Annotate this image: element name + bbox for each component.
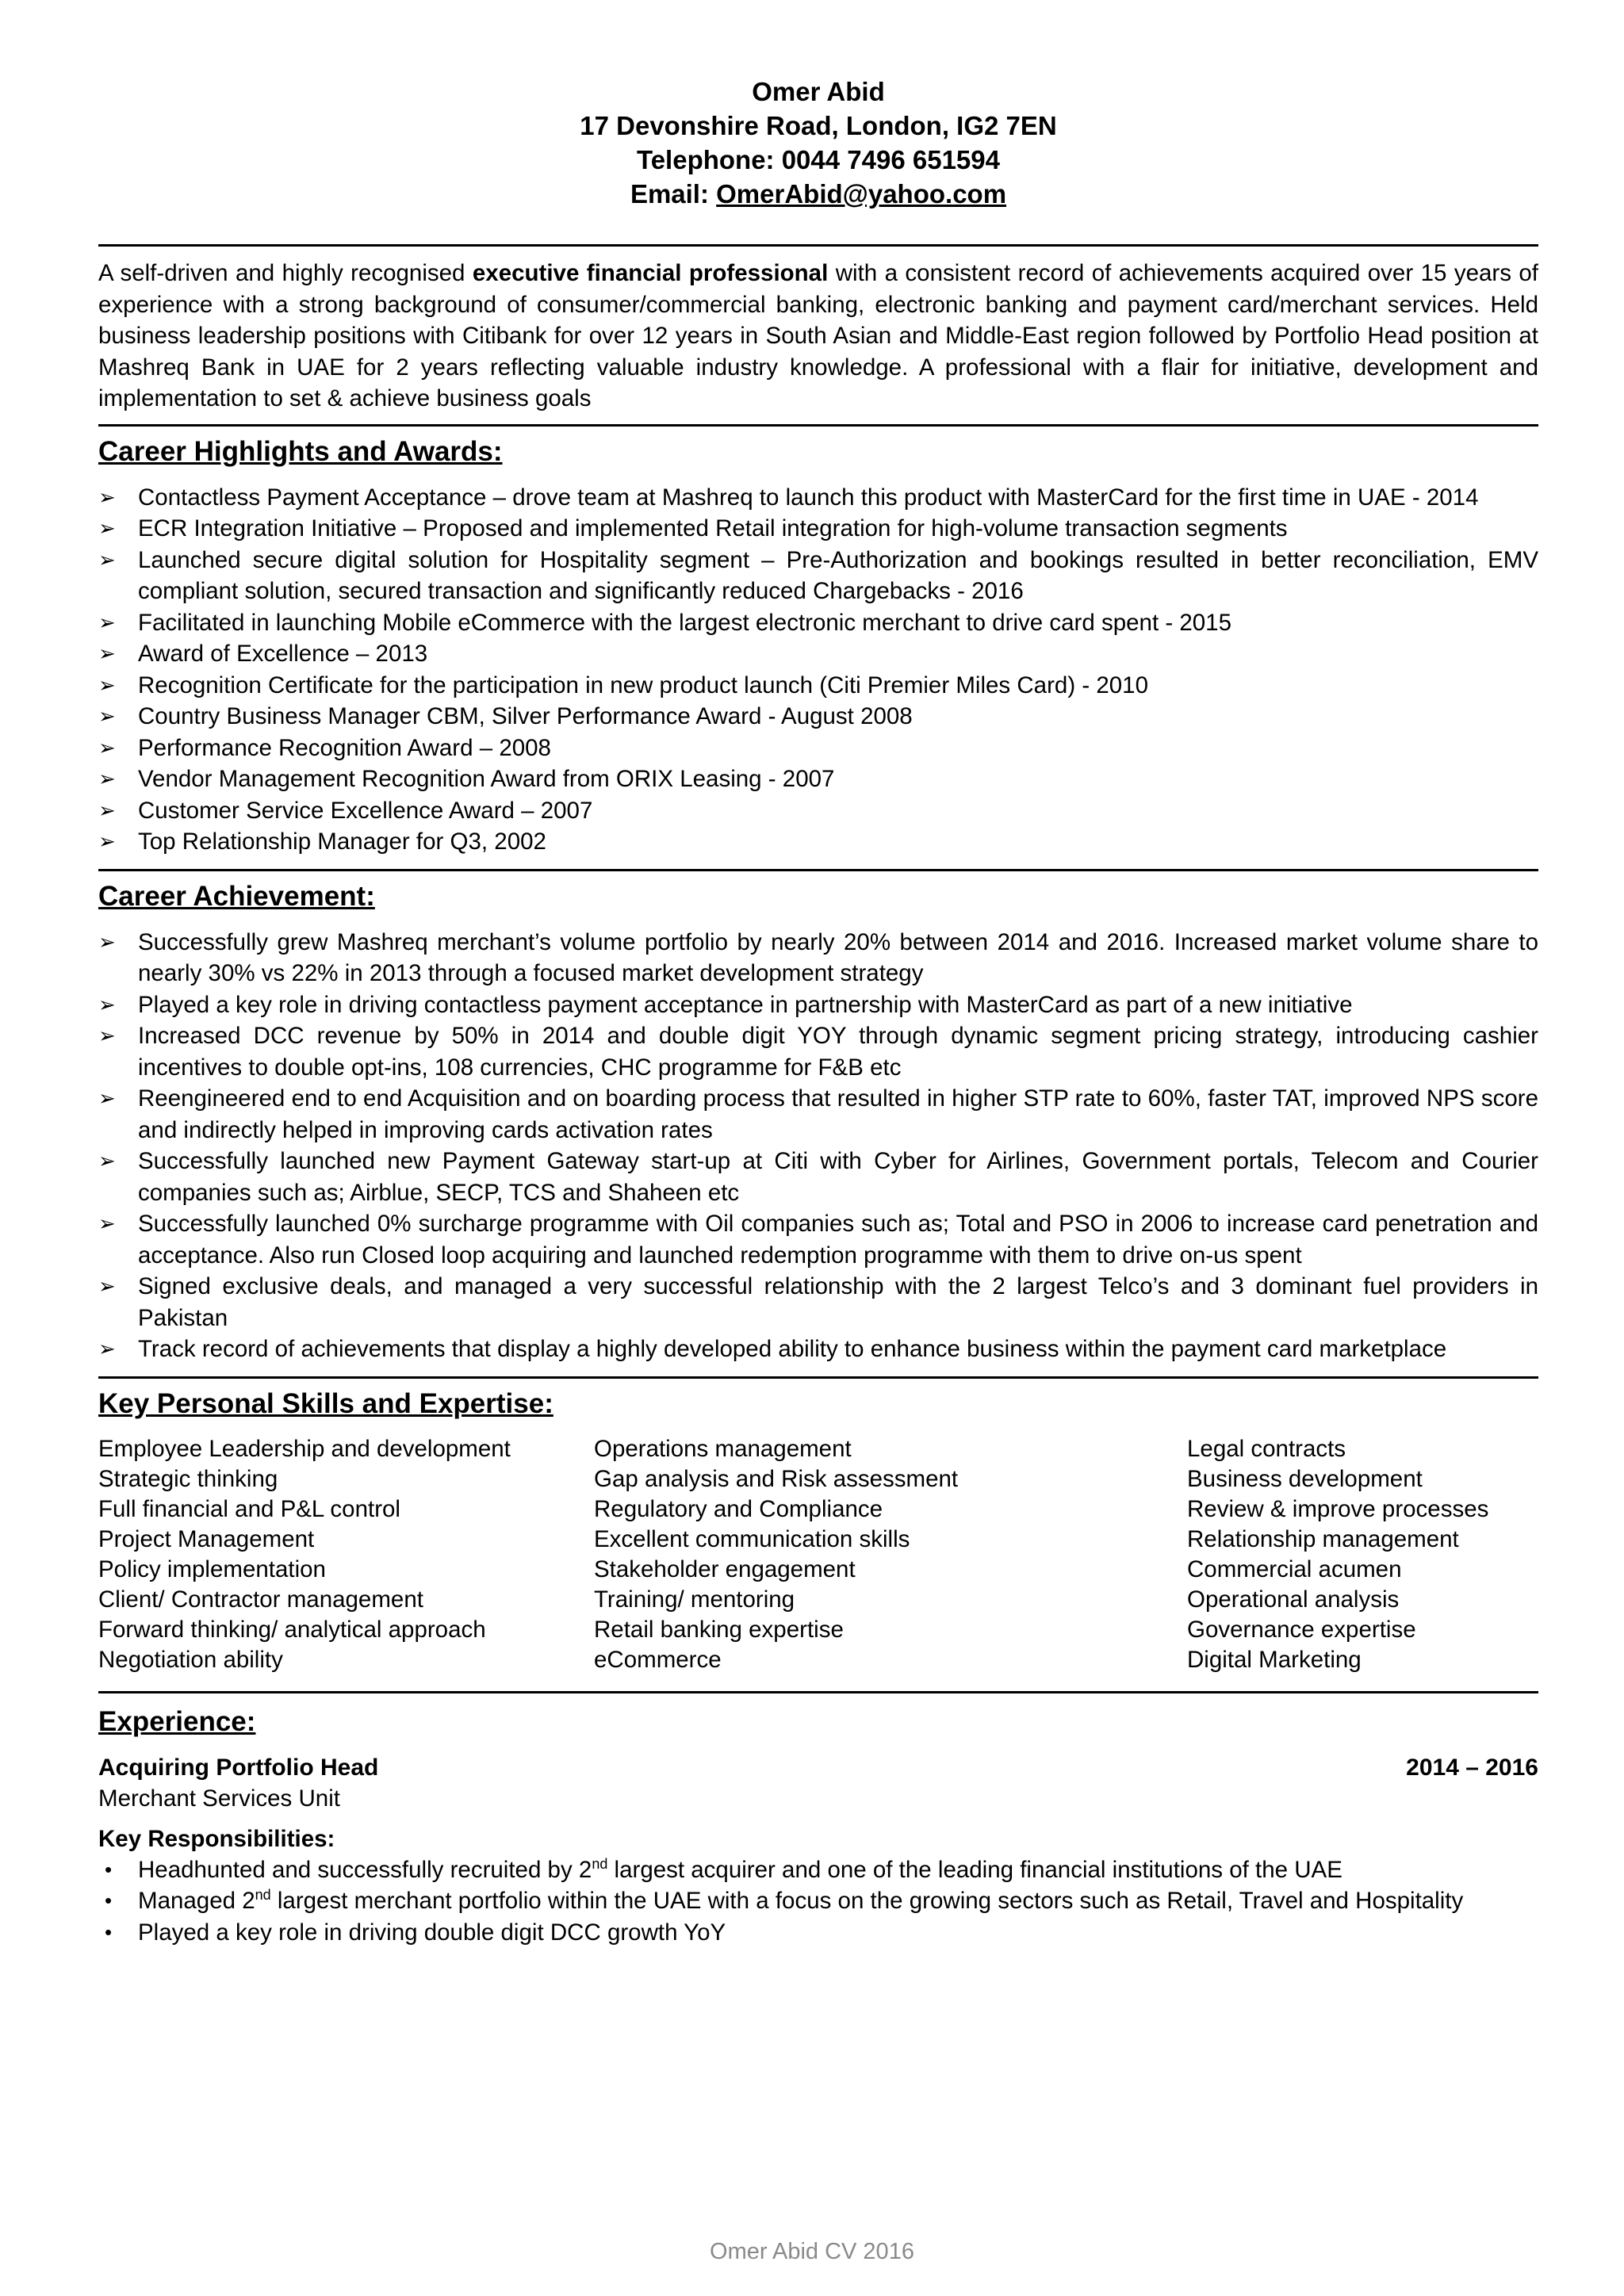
summary-text-continued: with a consistent record of achievements acquired over 15 years of experience with a strong background of consumer/commercial banking, electronic banking and payment card/merchant services. Held business leadership positions with Citibank for over 12 years in South Asian and Middle-East region followed by Portfolio Head position at Mashreq Bank in UAE for 2 years reflecting valuable industry knowledge. A professional with a flair for initiative, development and implementation to set & achieve business goals [98, 260, 1538, 411]
skill-item: eCommerce [594, 1646, 722, 1673]
list-item: ➢ Increased DCC revenue by 50% in 2014 and double digit YOY through dynamic segment pricing strategy, introducing cashier incentives to double opt-ins, 108 currencies, CHC programme for F&B etc [98, 1020, 1538, 1083]
skill-item: Retail banking expertise [594, 1616, 844, 1643]
list-item: ➢ ECR Integration Initiative – Proposed and implemented Retail integration for high-volume transaction segments [98, 513, 1538, 545]
section-heading-highlights: Career Highlights and Awards: [98, 435, 503, 467]
arrow-bullet-icon: ➢ [98, 992, 116, 1016]
list-item: • Managed 2nd largest merchant portfolio within the UAE with a focus on the growing sectors such as Retail, Travel and Hospitality [98, 1885, 1538, 1917]
arrow-bullet-icon: ➢ [98, 1149, 116, 1173]
summary-text: A self-driven and highly recognised [98, 260, 473, 286]
section-heading-experience: Experience: [98, 1705, 256, 1737]
candidate-address: 17 Devonshire Road, London, IG2 7EN [580, 111, 1057, 140]
arrow-bullet-icon: ➢ [98, 829, 116, 853]
arrow-bullet-icon: ➢ [98, 547, 116, 572]
email-label: Email: [630, 179, 717, 209]
arrow-bullet-icon: ➢ [98, 735, 116, 760]
list-item: ➢ Launched secure digital solution for Hospitality segment – Pre-Authorization and bookings resulted in better reconciliation, EMV compliant solution, secured transaction and significantly reduced Chargebacks - 2016 [98, 545, 1538, 607]
job-title: Acquiring Portfolio Head [98, 1754, 379, 1781]
bullet-icon: • [105, 1919, 113, 1944]
skill-item: Full financial and P&L control [98, 1495, 400, 1522]
arrow-bullet-icon: ➢ [98, 610, 116, 634]
skill-item: Digital Marketing [1187, 1646, 1362, 1673]
job-dates: 2014 – 2016 [1406, 1754, 1538, 1781]
divider [98, 424, 1538, 427]
arrow-bullet-icon: ➢ [98, 1274, 116, 1298]
job-header [98, 1752, 1538, 1783]
candidate-name: Omer Abid [752, 77, 885, 106]
skill-item: Commercial acumen [1187, 1556, 1402, 1582]
skill-item: Policy implementation [98, 1556, 326, 1582]
bullet-icon: • [105, 1857, 113, 1881]
arrow-bullet-icon: ➢ [98, 641, 116, 665]
skill-item: Regulatory and Compliance [594, 1495, 883, 1522]
list-item: ➢ Recognition Certificate for the participation in new product launch (Citi Premier Miles Card) - 2010 [98, 670, 1538, 702]
responsibilities-list [98, 1854, 1538, 1949]
list-item: ➢ Contactless Payment Acceptance – drove team at Mashreq to launch this product with MasterCard for the first time in UAE - 2014 [98, 482, 1538, 514]
cv-header [98, 75, 1538, 211]
summary-bold: executive financial professional [472, 260, 829, 286]
skill-item: Project Management [98, 1525, 315, 1552]
skill-item: Governance expertise [1187, 1616, 1416, 1643]
skills-column-2 [594, 1434, 1187, 1675]
skill-item: Forward thinking/ analytical approach [98, 1616, 486, 1643]
arrow-bullet-icon: ➢ [98, 1337, 116, 1360]
skill-item: Strategic thinking [98, 1465, 278, 1492]
arrow-bullet-icon: ➢ [98, 1211, 116, 1235]
skill-item: Business development [1187, 1465, 1423, 1492]
arrow-bullet-icon: ➢ [98, 672, 116, 697]
skill-item: Review & improve processes [1187, 1495, 1489, 1522]
arrow-bullet-icon: ➢ [98, 484, 116, 509]
responsibilities-heading: Key Responsibilities: [98, 1825, 335, 1852]
list-item: ➢ Successfully launched new Payment Gateway start-up at Citi with Cyber for Airlines, Government portals, Telecom and Courier companies such as; Airblue, SECP, TCS and Shaheen etc [98, 1146, 1538, 1208]
skill-item: Operations management [594, 1435, 852, 1462]
skill-item: Gap analysis and Risk assessment [594, 1465, 959, 1492]
bullet-icon: • [105, 1888, 113, 1912]
list-item: ➢ Played a key role in driving contactless payment acceptance in partnership with MasterCard as part of a new initiative [98, 989, 1538, 1021]
page-footer: Omer Abid CV 2016 [710, 2239, 914, 2264]
skill-item: Stakeholder engagement [594, 1556, 856, 1582]
achievements-list [98, 927, 1538, 1365]
arrow-bullet-icon: ➢ [98, 798, 116, 822]
list-item: • Headhunted and successfully recruited by 2nd largest acquirer and one of the leading financial institutions of the UAE [98, 1854, 1538, 1886]
list-item: ➢ Award of Excellence – 2013 [98, 638, 1538, 670]
divider [98, 1376, 1538, 1379]
skill-item: Legal contracts [1187, 1435, 1346, 1462]
arrow-bullet-icon: ➢ [98, 704, 116, 728]
arrow-bullet-icon: ➢ [98, 516, 116, 540]
skills-column-1 [98, 1434, 594, 1675]
skill-item: Training/ mentoring [594, 1586, 795, 1613]
list-item: ➢ Reengineered end to end Acquisition and on boarding process that resulted in higher STP rate to 60%, faster TAT, improved NPS score and indirectly helped in improving cards activation rates [98, 1083, 1538, 1146]
divider [98, 244, 1538, 247]
list-item: ➢ Signed exclusive deals, and managed a very successful relationship with the 2 largest Telco’s and 3 dominant fuel providers in Pakistan [98, 1271, 1538, 1334]
email-link[interactable]: OmerAbid@yahoo.com [716, 179, 1007, 209]
list-item: ➢ Successfully grew Mashreq merchant’s volume portfolio by nearly 20% between 2014 and 2016. Increased market volume share to nearly 30% vs 22% in 2013 through a focused market development strategy [98, 927, 1538, 989]
list-item: ➢ Top Relationship Manager for Q3, 2002 [98, 826, 1538, 858]
highlights-list [98, 482, 1538, 858]
section-heading-achievement: Career Achievement: [98, 880, 375, 912]
arrow-bullet-icon: ➢ [98, 929, 116, 954]
list-item: ➢ Performance Recognition Award – 2008 [98, 733, 1538, 764]
arrow-bullet-icon: ➢ [98, 767, 116, 790]
skill-item: Excellent communication skills [594, 1525, 910, 1552]
divider [98, 869, 1538, 871]
list-item: ➢ Customer Service Excellence Award – 2007 [98, 795, 1538, 827]
skills-grid [98, 1434, 1538, 1675]
skill-item: Operational analysis [1187, 1586, 1400, 1613]
divider [98, 1691, 1538, 1693]
arrow-bullet-icon: ➢ [98, 1086, 116, 1110]
list-item: ➢ Vendor Management Recognition Award from ORIX Leasing - 2007 [98, 763, 1538, 795]
profile-summary [98, 258, 1538, 415]
skills-column-3 [1187, 1434, 1538, 1675]
cv-page [98, 75, 1538, 1948]
arrow-bullet-icon: ➢ [98, 1024, 116, 1047]
candidate-telephone: Telephone: 0044 7496 651594 [636, 145, 1000, 174]
list-item: ➢ Track record of achievements that display a highly developed ability to enhance business within the payment card marketplace [98, 1334, 1538, 1365]
list-item: ➢ Successfully launched 0% surcharge programme with Oil companies such as; Total and PSO in 2006 to increase card penetration and acceptance. Also run Closed loop acquiring and launched redemption programme with them to drive on-us spent [98, 1208, 1538, 1271]
skill-item: Employee Leadership and development [98, 1435, 511, 1462]
job-unit: Merchant Services Unit [98, 1785, 340, 1812]
list-item: ➢ Facilitated in launching Mobile eCommerce with the largest electronic merchant to drive card spent - 2015 [98, 607, 1538, 639]
candidate-email-line [98, 177, 1538, 211]
skill-item: Client/ Contractor management [98, 1586, 423, 1613]
skill-item: Relationship management [1187, 1525, 1459, 1552]
skill-item: Negotiation ability [98, 1646, 283, 1673]
list-item: ➢ Country Business Manager CBM, Silver Performance Award - August 2008 [98, 701, 1538, 733]
list-item: • Played a key role in driving double digit DCC growth YoY [98, 1917, 1538, 1949]
section-heading-skills: Key Personal Skills and Expertise: [98, 1387, 553, 1419]
